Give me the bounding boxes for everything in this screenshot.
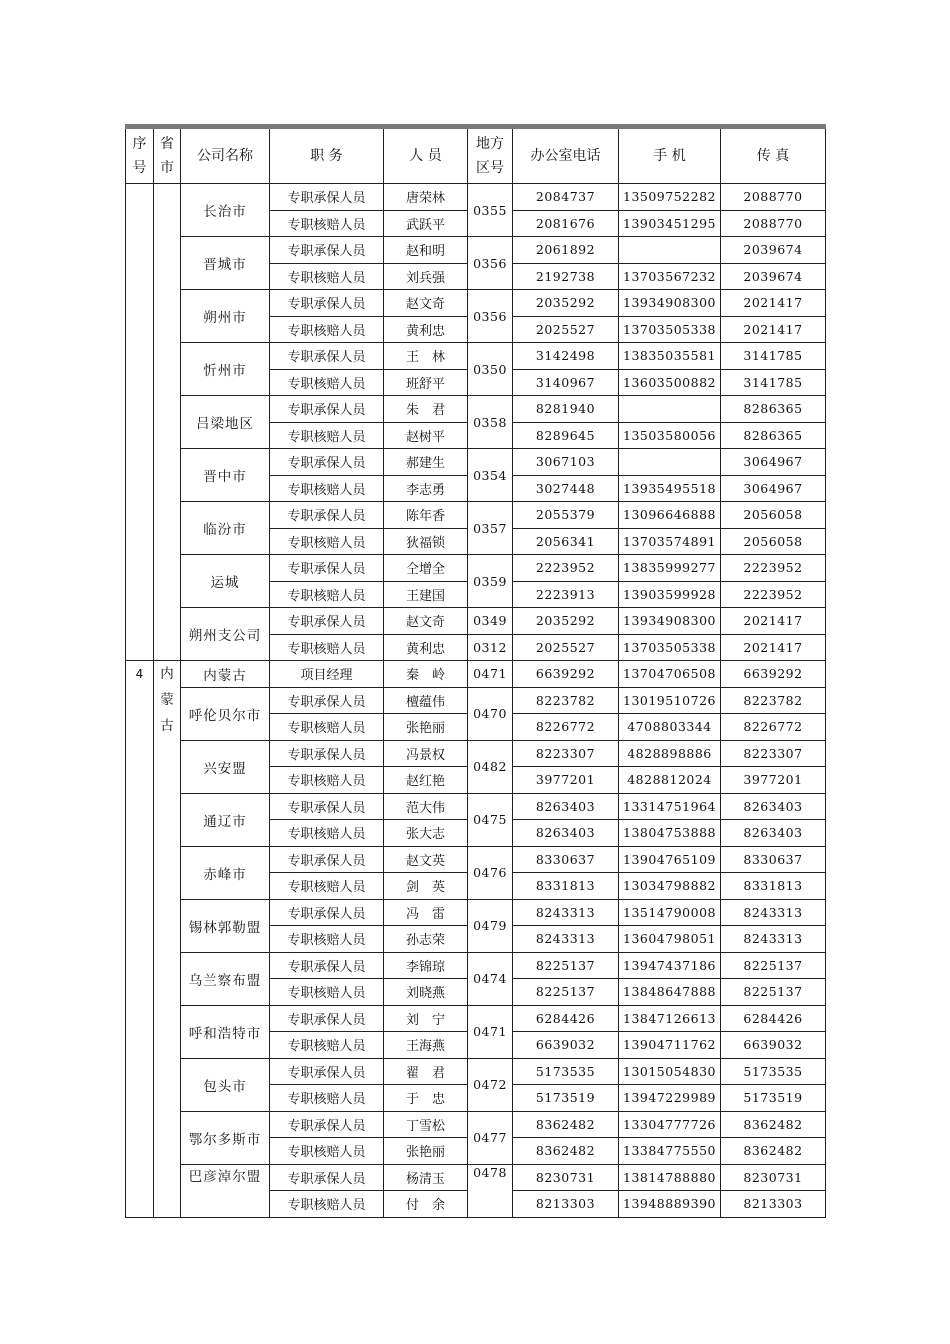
office-phone-cell: 8330637 xyxy=(513,846,619,873)
fax-cell: 8225137 xyxy=(721,979,826,1006)
position-cell: 专职核赔人员 xyxy=(270,634,384,661)
person-cell: 郝建生 xyxy=(384,449,468,476)
office-phone-cell: 8243313 xyxy=(513,899,619,926)
position-cell: 专职核赔人员 xyxy=(270,210,384,237)
mobile-cell: 13835999277 xyxy=(619,555,721,582)
area-code-cell: 0471 xyxy=(468,661,513,688)
office-phone-cell: 6639292 xyxy=(513,661,619,688)
person-cell: 唐荣林 xyxy=(384,184,468,211)
area-code-cell: 0470 xyxy=(468,687,513,740)
office-phone-cell: 8226772 xyxy=(513,714,619,741)
office-phone-cell: 2084737 xyxy=(513,184,619,211)
area-code-cell: 0476 xyxy=(468,846,513,899)
table-row xyxy=(126,1111,826,1138)
person-cell: 张艳丽 xyxy=(384,1138,468,1165)
person-cell: 李锦琼 xyxy=(384,952,468,979)
office-phone-cell: 3142498 xyxy=(513,343,619,370)
fax-cell: 8331813 xyxy=(721,873,826,900)
fax-cell: 5173535 xyxy=(721,1058,826,1085)
fax-cell: 3141785 xyxy=(721,369,826,396)
mobile-cell: 13904711762 xyxy=(619,1032,721,1059)
company-cell: 兴安盟 xyxy=(181,740,270,793)
mobile-cell: 13948889390 xyxy=(619,1191,721,1218)
person-cell: 赵文奇 xyxy=(384,290,468,317)
mobile-cell: 13019510726 xyxy=(619,687,721,714)
mobile-cell xyxy=(619,237,721,264)
table-row xyxy=(126,184,826,211)
company-cell: 呼和浩特市 xyxy=(181,1005,270,1058)
office-phone-cell: 2223952 xyxy=(513,555,619,582)
position-cell: 专职承保人员 xyxy=(270,1164,384,1191)
office-phone-cell: 6639032 xyxy=(513,1032,619,1059)
company-cell: 忻州市 xyxy=(181,343,270,396)
header-fax: 传 真 xyxy=(721,127,826,184)
mobile-cell: 13509752282 xyxy=(619,184,721,211)
office-phone-cell: 8213303 xyxy=(513,1191,619,1218)
area-code-cell: 0312 xyxy=(468,634,513,661)
fax-cell: 2039674 xyxy=(721,237,826,264)
company-cell: 吕梁地区 xyxy=(181,396,270,449)
person-cell: 李志勇 xyxy=(384,475,468,502)
area-code-cell: 0354 xyxy=(468,449,513,502)
fax-cell: 8223782 xyxy=(721,687,826,714)
company-cell: 鄂尔多斯市 xyxy=(181,1111,270,1164)
position-cell: 专职核赔人员 xyxy=(270,767,384,794)
mobile-cell: 13604798051 xyxy=(619,926,721,953)
office-phone-cell: 8362482 xyxy=(513,1138,619,1165)
province-cell xyxy=(154,184,181,661)
office-phone-cell: 2061892 xyxy=(513,237,619,264)
mobile-cell: 13096646888 xyxy=(619,502,721,529)
office-phone-cell: 2056341 xyxy=(513,528,619,555)
position-cell: 专职核赔人员 xyxy=(270,1191,384,1218)
person-cell: 班舒平 xyxy=(384,369,468,396)
fax-cell: 8223307 xyxy=(721,740,826,767)
header-row xyxy=(126,127,826,184)
person-cell: 刘兵强 xyxy=(384,263,468,290)
mobile-cell: 13903599928 xyxy=(619,581,721,608)
office-phone-cell: 8223782 xyxy=(513,687,619,714)
company-cell: 乌兰察布盟 xyxy=(181,952,270,1005)
table-row xyxy=(126,1058,826,1085)
mobile-cell: 13034798882 xyxy=(619,873,721,900)
area-code-cell: 0474 xyxy=(468,952,513,1005)
table-row xyxy=(126,687,826,714)
mobile-cell: 13704706508 xyxy=(619,661,721,688)
mobile-cell: 4828812024 xyxy=(619,767,721,794)
office-phone-cell: 2223913 xyxy=(513,581,619,608)
position-cell: 专职承保人员 xyxy=(270,1111,384,1138)
company-cell: 临汾市 xyxy=(181,502,270,555)
fax-cell: 6639032 xyxy=(721,1032,826,1059)
area-code-cell: 0477 xyxy=(468,1111,513,1164)
mobile-cell xyxy=(619,449,721,476)
person-cell: 狄福锁 xyxy=(384,528,468,555)
mobile-cell: 13934908300 xyxy=(619,608,721,635)
table-row xyxy=(126,449,826,476)
person-cell: 孙志荣 xyxy=(384,926,468,953)
mobile-cell: 13814788880 xyxy=(619,1164,721,1191)
fax-cell: 3141785 xyxy=(721,343,826,370)
position-cell: 专职核赔人员 xyxy=(270,316,384,343)
position-cell: 专职核赔人员 xyxy=(270,1138,384,1165)
fax-cell: 3977201 xyxy=(721,767,826,794)
mobile-cell: 13947437186 xyxy=(619,952,721,979)
position-cell: 专职核赔人员 xyxy=(270,926,384,953)
table-row xyxy=(126,237,826,264)
company-cell: 巴彦淖尔盟 xyxy=(181,1164,270,1217)
office-phone-cell: 8362482 xyxy=(513,1111,619,1138)
mobile-cell: 13947229989 xyxy=(619,1085,721,1112)
header-mobile: 手 机 xyxy=(619,127,721,184)
header-position: 职 务 xyxy=(270,127,384,184)
area-code-cell: 0356 xyxy=(468,290,513,343)
seq-cell xyxy=(126,184,154,661)
person-cell: 剑 英 xyxy=(384,873,468,900)
position-cell: 专职承保人员 xyxy=(270,184,384,211)
person-cell: 付 余 xyxy=(384,1191,468,1218)
person-cell: 陈年香 xyxy=(384,502,468,529)
fax-cell: 8330637 xyxy=(721,846,826,873)
position-cell: 专职核赔人员 xyxy=(270,1032,384,1059)
position-cell: 专职承保人员 xyxy=(270,502,384,529)
company-cell: 锡林郭勒盟 xyxy=(181,899,270,952)
area-code-cell: 0358 xyxy=(468,396,513,449)
person-cell: 仝增全 xyxy=(384,555,468,582)
office-phone-cell: 8243313 xyxy=(513,926,619,953)
fax-cell: 8243313 xyxy=(721,926,826,953)
table-row xyxy=(126,555,826,582)
fax-cell: 8226772 xyxy=(721,714,826,741)
area-code-cell: 0359 xyxy=(468,555,513,608)
fax-cell: 2056058 xyxy=(721,502,826,529)
position-cell: 专职承保人员 xyxy=(270,1058,384,1085)
company-cell: 内蒙古 xyxy=(181,661,270,688)
position-cell: 专职承保人员 xyxy=(270,449,384,476)
mobile-cell: 13847126613 xyxy=(619,1005,721,1032)
mobile-cell: 13904765109 xyxy=(619,846,721,873)
office-phone-cell: 8331813 xyxy=(513,873,619,900)
fax-cell: 3064967 xyxy=(721,449,826,476)
table-row xyxy=(126,343,826,370)
mobile-cell: 13304777726 xyxy=(619,1111,721,1138)
person-cell: 于 忠 xyxy=(384,1085,468,1112)
fax-cell: 2021417 xyxy=(721,634,826,661)
fax-cell: 2021417 xyxy=(721,608,826,635)
office-phone-cell: 2025527 xyxy=(513,634,619,661)
header-seq: 序 号 xyxy=(126,127,154,184)
office-phone-cell: 8289645 xyxy=(513,422,619,449)
company-cell: 晋中市 xyxy=(181,449,270,502)
fax-cell: 8362482 xyxy=(721,1138,826,1165)
position-cell: 专职承保人员 xyxy=(270,952,384,979)
table-row xyxy=(126,1164,826,1191)
mobile-cell: 13804753888 xyxy=(619,820,721,847)
table-body xyxy=(126,184,826,1218)
office-phone-cell: 3977201 xyxy=(513,767,619,794)
person-cell: 范大伟 xyxy=(384,793,468,820)
company-cell: 呼伦贝尔市 xyxy=(181,687,270,740)
person-cell: 丁雪松 xyxy=(384,1111,468,1138)
position-cell: 专职核赔人员 xyxy=(270,979,384,1006)
fax-cell: 3064967 xyxy=(721,475,826,502)
person-cell: 王建国 xyxy=(384,581,468,608)
office-phone-cell: 2035292 xyxy=(513,290,619,317)
office-phone-cell: 8223307 xyxy=(513,740,619,767)
area-code-cell: 0350 xyxy=(468,343,513,396)
company-cell: 长治市 xyxy=(181,184,270,237)
office-phone-cell: 2025527 xyxy=(513,316,619,343)
header-office-phone: 办公室电话 xyxy=(513,127,619,184)
position-cell: 专职核赔人员 xyxy=(270,369,384,396)
table-row xyxy=(126,952,826,979)
table-row xyxy=(126,740,826,767)
position-cell: 专职核赔人员 xyxy=(270,714,384,741)
area-code-cell: 0478 xyxy=(468,1164,513,1217)
province-cell: 内蒙古 xyxy=(154,661,181,1218)
area-code-cell: 0482 xyxy=(468,740,513,793)
mobile-cell: 13703505338 xyxy=(619,316,721,343)
fax-cell: 2039674 xyxy=(721,263,826,290)
person-cell: 张艳丽 xyxy=(384,714,468,741)
position-cell: 专职承保人员 xyxy=(270,237,384,264)
company-cell: 赤峰市 xyxy=(181,846,270,899)
table-row xyxy=(126,290,826,317)
mobile-cell: 13015054830 xyxy=(619,1058,721,1085)
position-cell: 专职承保人员 xyxy=(270,555,384,582)
area-code-cell: 0355 xyxy=(468,184,513,237)
position-cell: 专职核赔人员 xyxy=(270,820,384,847)
fax-cell: 8230731 xyxy=(721,1164,826,1191)
office-phone-cell: 6284426 xyxy=(513,1005,619,1032)
person-cell: 刘晓燕 xyxy=(384,979,468,1006)
mobile-cell: 13934908300 xyxy=(619,290,721,317)
position-cell: 专职核赔人员 xyxy=(270,581,384,608)
person-cell: 刘 宁 xyxy=(384,1005,468,1032)
person-cell: 武跃平 xyxy=(384,210,468,237)
person-cell: 黄利忠 xyxy=(384,634,468,661)
area-code-cell: 0357 xyxy=(468,502,513,555)
area-code-cell: 0479 xyxy=(468,899,513,952)
table-row xyxy=(126,608,826,635)
position-cell: 专职承保人员 xyxy=(270,687,384,714)
seq-cell: 4 xyxy=(126,661,154,1218)
position-cell: 专职承保人员 xyxy=(270,793,384,820)
position-cell: 专职核赔人员 xyxy=(270,475,384,502)
fax-cell: 2223952 xyxy=(721,555,826,582)
office-phone-cell: 8225137 xyxy=(513,979,619,1006)
table-row xyxy=(126,793,826,820)
fax-cell: 8243313 xyxy=(721,899,826,926)
table-row xyxy=(126,661,826,688)
position-cell: 专职承保人员 xyxy=(270,608,384,635)
fax-cell: 8362482 xyxy=(721,1111,826,1138)
person-cell: 杨清玉 xyxy=(384,1164,468,1191)
office-phone-cell: 2035292 xyxy=(513,608,619,635)
fax-cell: 6284426 xyxy=(721,1005,826,1032)
position-cell: 专职承保人员 xyxy=(270,899,384,926)
office-phone-cell: 8225137 xyxy=(513,952,619,979)
person-cell: 张大志 xyxy=(384,820,468,847)
fax-cell: 2021417 xyxy=(721,290,826,317)
area-code-cell: 0349 xyxy=(468,608,513,635)
mobile-cell: 4828898886 xyxy=(619,740,721,767)
person-cell: 秦 岭 xyxy=(384,661,468,688)
company-cell: 运城 xyxy=(181,555,270,608)
person-cell: 王海燕 xyxy=(384,1032,468,1059)
area-code-cell: 0356 xyxy=(468,237,513,290)
position-cell: 专职承保人员 xyxy=(270,740,384,767)
person-cell: 赵文英 xyxy=(384,846,468,873)
office-phone-cell: 3027448 xyxy=(513,475,619,502)
person-cell: 冯景权 xyxy=(384,740,468,767)
position-cell: 专职核赔人员 xyxy=(270,528,384,555)
position-cell: 专职承保人员 xyxy=(270,343,384,370)
area-code-cell: 0475 xyxy=(468,793,513,846)
fax-cell: 2021417 xyxy=(721,316,826,343)
person-cell: 赵文奇 xyxy=(384,608,468,635)
mobile-cell: 4708803344 xyxy=(619,714,721,741)
mobile-cell: 13703567232 xyxy=(619,263,721,290)
fax-cell: 2088770 xyxy=(721,184,826,211)
office-phone-cell: 2055379 xyxy=(513,502,619,529)
person-cell: 赵和明 xyxy=(384,237,468,264)
company-cell: 晋城市 xyxy=(181,237,270,290)
area-code-cell: 0472 xyxy=(468,1058,513,1111)
company-cell: 朔州支公司 xyxy=(181,608,270,661)
mobile-cell: 13384775550 xyxy=(619,1138,721,1165)
company-cell: 包头市 xyxy=(181,1058,270,1111)
office-phone-cell: 5173535 xyxy=(513,1058,619,1085)
office-phone-cell: 8230731 xyxy=(513,1164,619,1191)
mobile-cell: 13935495518 xyxy=(619,475,721,502)
company-cell: 朔州市 xyxy=(181,290,270,343)
fax-cell: 8286365 xyxy=(721,422,826,449)
mobile-cell xyxy=(619,396,721,423)
office-phone-cell: 8281940 xyxy=(513,396,619,423)
position-cell: 专职承保人员 xyxy=(270,396,384,423)
position-cell: 专职承保人员 xyxy=(270,290,384,317)
company-cell: 通辽市 xyxy=(181,793,270,846)
fax-cell: 8286365 xyxy=(721,396,826,423)
mobile-cell: 13703505338 xyxy=(619,634,721,661)
header-area-code: 地方 区号 xyxy=(468,127,513,184)
fax-cell: 8225137 xyxy=(721,952,826,979)
table-row xyxy=(126,396,826,423)
person-cell: 冯 雷 xyxy=(384,899,468,926)
header-province: 省 市 xyxy=(154,127,181,184)
office-phone-cell: 2192738 xyxy=(513,263,619,290)
person-cell: 檀蕴伟 xyxy=(384,687,468,714)
office-phone-cell: 3067103 xyxy=(513,449,619,476)
area-code-cell: 0471 xyxy=(468,1005,513,1058)
table-row xyxy=(126,1005,826,1032)
position-cell: 项目经理 xyxy=(270,661,384,688)
person-cell: 黄利忠 xyxy=(384,316,468,343)
mobile-cell: 13848647888 xyxy=(619,979,721,1006)
header-person: 人 员 xyxy=(384,127,468,184)
position-cell: 专职核赔人员 xyxy=(270,873,384,900)
fax-cell: 5173519 xyxy=(721,1085,826,1112)
table-row xyxy=(126,899,826,926)
mobile-cell: 13703574891 xyxy=(619,528,721,555)
person-cell: 赵红艳 xyxy=(384,767,468,794)
mobile-cell: 13903451295 xyxy=(619,210,721,237)
fax-cell: 2088770 xyxy=(721,210,826,237)
person-cell: 赵树平 xyxy=(384,422,468,449)
mobile-cell: 13503580056 xyxy=(619,422,721,449)
position-cell: 专职承保人员 xyxy=(270,1005,384,1032)
position-cell: 专职承保人员 xyxy=(270,846,384,873)
office-phone-cell: 3140967 xyxy=(513,369,619,396)
office-phone-cell: 5173519 xyxy=(513,1085,619,1112)
fax-cell: 8263403 xyxy=(721,820,826,847)
position-cell: 专职核赔人员 xyxy=(270,1085,384,1112)
position-cell: 专职核赔人员 xyxy=(270,263,384,290)
office-phone-cell: 2081676 xyxy=(513,210,619,237)
header-company: 公司名称 xyxy=(181,127,270,184)
table-row xyxy=(126,846,826,873)
fax-cell: 8213303 xyxy=(721,1191,826,1218)
table-row xyxy=(126,502,826,529)
person-cell: 朱 君 xyxy=(384,396,468,423)
person-cell: 王 林 xyxy=(384,343,468,370)
position-cell: 专职核赔人员 xyxy=(270,422,384,449)
fax-cell: 2056058 xyxy=(721,528,826,555)
person-cell: 翟 君 xyxy=(384,1058,468,1085)
fax-cell: 2223952 xyxy=(721,581,826,608)
mobile-cell: 13603500882 xyxy=(619,369,721,396)
mobile-cell: 13314751964 xyxy=(619,793,721,820)
mobile-cell: 13514790008 xyxy=(619,899,721,926)
fax-cell: 6639292 xyxy=(721,661,826,688)
office-phone-cell: 8263403 xyxy=(513,820,619,847)
office-phone-cell: 8263403 xyxy=(513,793,619,820)
contact-table xyxy=(125,124,826,1218)
fax-cell: 8263403 xyxy=(721,793,826,820)
mobile-cell: 13835035581 xyxy=(619,343,721,370)
